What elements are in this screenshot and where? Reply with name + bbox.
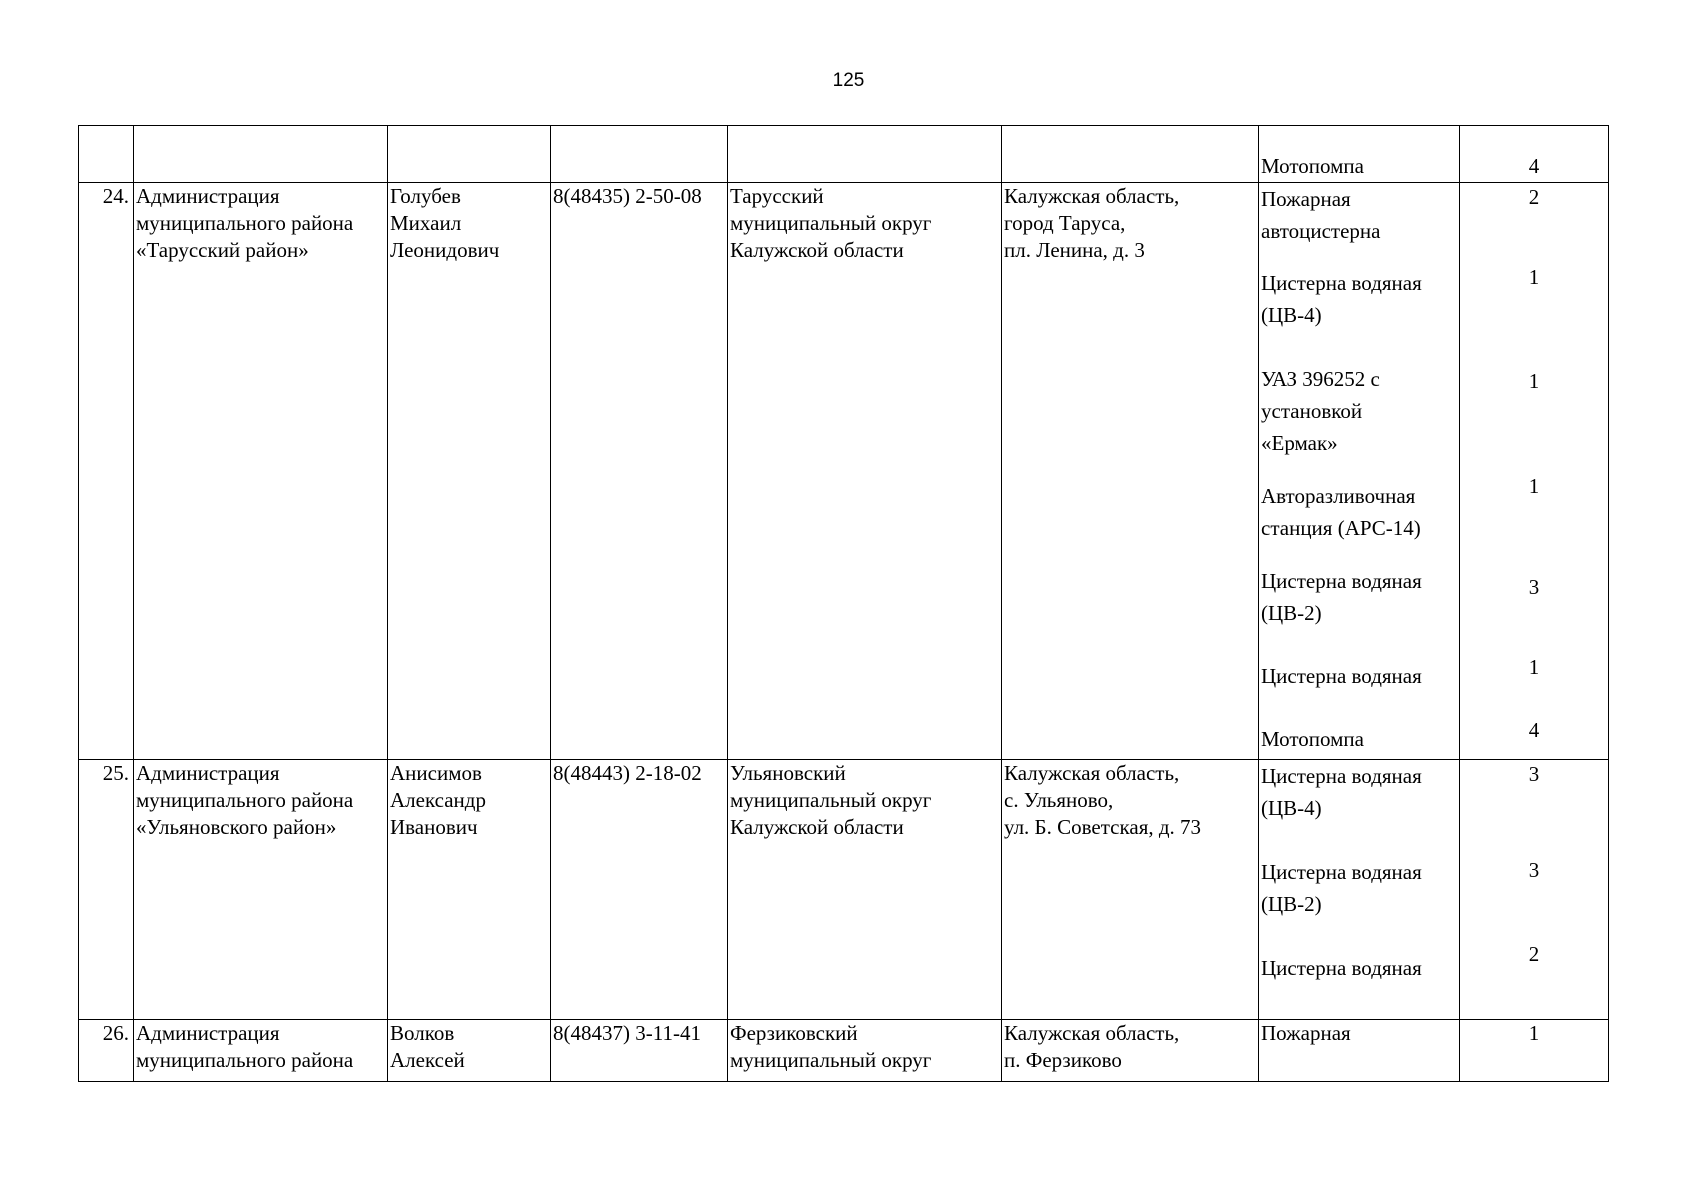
cell-address [1002, 126, 1259, 183]
table-row [79, 1020, 1609, 1082]
cell-person: Волков Алексей [388, 1020, 551, 1082]
equipment-item: Мотопомпа [1261, 727, 1364, 751]
equipment-qty: 3 [1528, 858, 1540, 882]
equipment-qty: 2 [1528, 185, 1540, 209]
cell-person [388, 126, 551, 183]
cell-org: Администрация муниципального района «Тарусский район» [134, 183, 388, 760]
equipment-item: Цистерна водяная (ЦВ-2) [1261, 860, 1422, 916]
cell-district: Тарусский муниципальный округ Калужской области [728, 183, 1002, 760]
cell-phone: 8(48443) 2-18-02 [551, 760, 728, 1020]
cell-district: Ульяновский муниципальный округ Калужской области [728, 760, 1002, 1020]
cell-qty [1460, 126, 1609, 183]
cell-qty [1460, 1020, 1609, 1082]
cell-num: 25. [79, 760, 134, 1020]
table-row [79, 183, 1609, 760]
cell-phone: 8(48435) 2-50-08 [551, 183, 728, 760]
cell-phone: 8(48437) 3-11-41 [551, 1020, 728, 1082]
equipment-qty: 4 [1528, 154, 1540, 178]
page-number: 125 [832, 70, 865, 91]
table-row [79, 760, 1609, 1020]
cell-equipment [1259, 760, 1460, 1020]
equipment-item: Цистерна водяная (ЦВ-2) [1261, 569, 1422, 625]
equipment-qty: 1 [1528, 1021, 1540, 1045]
equipment-item: Цистерна водяная [1261, 956, 1422, 980]
cell-address: Калужская область, город Таруса, пл. Ленина, д. 3 [1002, 183, 1259, 760]
equipment-item: Цистерна водяная [1261, 664, 1422, 688]
equipment-item: Цистерна водяная (ЦВ-4) [1261, 764, 1422, 820]
equipment-qty: 1 [1528, 655, 1540, 679]
cell-person: Анисимов Александр Иванович [388, 760, 551, 1020]
cell-person: Голубев Михаил Леонидович [388, 183, 551, 760]
cell-org: Администрация муниципального района [134, 1020, 388, 1082]
equipment-qty: 1 [1528, 474, 1540, 498]
cell-org: Администрация муниципального района «Ульяновского район» [134, 760, 388, 1020]
cell-phone [551, 126, 728, 183]
cell-equipment [1259, 126, 1460, 183]
equipment-item: Цистерна водяная (ЦВ-4) [1261, 271, 1422, 327]
cell-num: 26. [79, 1020, 134, 1082]
equipment-qty: 3 [1528, 762, 1540, 786]
cell-qty [1460, 183, 1609, 760]
table-row [79, 126, 1609, 183]
equipment-table [78, 125, 1609, 1082]
cell-equipment [1259, 183, 1460, 760]
equipment-qty: 1 [1528, 369, 1540, 393]
cell-num: 24. [79, 183, 134, 760]
cell-qty [1460, 760, 1609, 1020]
equipment-item: Авторазливочная станция (АРС-14) [1261, 484, 1421, 540]
cell-district: Ферзиковский муниципальный округ [728, 1020, 1002, 1082]
cell-num [79, 126, 134, 183]
cell-equipment [1259, 1020, 1460, 1082]
cell-org [134, 126, 388, 183]
equipment-item: УАЗ 396252 с установкой «Ермак» [1261, 367, 1380, 455]
cell-address: Калужская область, с. Ульяново, ул. Б. Советская, д. 73 [1002, 760, 1259, 1020]
equipment-qty: 3 [1528, 575, 1540, 599]
equipment-item: Пожарная [1261, 1021, 1351, 1045]
equipment-item: Мотопомпа [1261, 154, 1364, 178]
equipment-qty: 2 [1528, 942, 1540, 966]
equipment-qty: 4 [1528, 718, 1540, 742]
equipment-qty: 1 [1528, 265, 1540, 289]
cell-district [728, 126, 1002, 183]
cell-address: Калужская область, п. Ферзиково [1002, 1020, 1259, 1082]
equipment-item: Пожарная автоцистерна [1261, 187, 1381, 243]
